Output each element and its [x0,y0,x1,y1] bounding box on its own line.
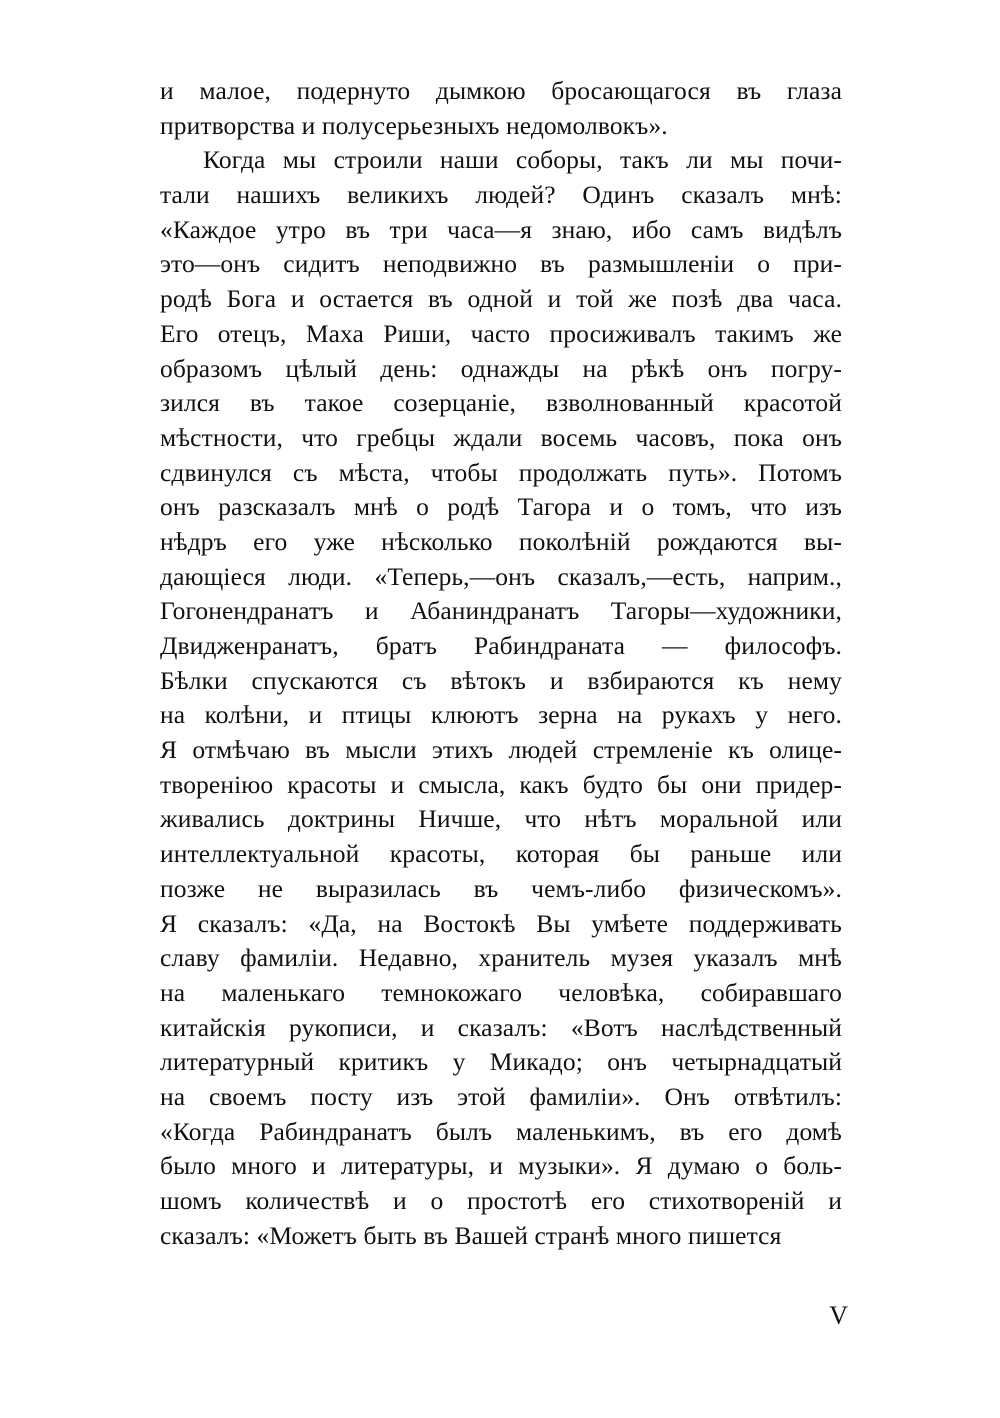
text-line-2: притворства и полусерьезныхъ недомолвокъ». [160,110,668,140]
text-line-28: китайскія рукописи, и сказалъ: «Вотъ наслѣдственный [160,1012,842,1042]
text-line-23: интеллектуальной красоты, которая бы раньше или [160,839,842,869]
text-line-13: онъ разсказалъ мнѣ о родѣ Тагора и о томъ, что изъ [160,492,842,522]
text-line-22: живались доктрины Ничше, что нѣтъ моральной или [160,804,842,834]
text-line-6: это—онъ сидитъ неподвижно въ размышленіи о при- [160,249,842,279]
body-text [160,74,842,1253]
text-line-19: на колѣни, и птицы клюютъ зерна на рукахъ у него. [160,700,842,730]
text-line-21: твореніюо красоты и смысла, какъ будто бы они придер- [160,769,842,799]
text-line-30: на своемъ посту изъ этой фамиліи». Онъ отвѣтилъ: [160,1081,842,1111]
text-line-25: Я сказалъ: «Да, на Востокѣ Вы умѣете поддерживать [160,908,842,938]
text-line-16: Гогонендранатъ и Абаниндранатъ Тагоры—художники, [160,596,842,626]
text-line-18: Бѣлки спускаются съ вѣтокъ и взбираются къ нему [160,665,842,695]
text-line-15: дающіеся люди. «Теперь,—онъ сказалъ,—есть, наприм., [160,561,842,591]
text-line-34: сказалъ: «Можетъ быть въ Вашей странѣ много пишется [160,1220,782,1250]
text-line-4: тали нашихъ великихъ людей? Одинъ сказалъ мнѣ: [160,180,842,210]
text-line-5: «Каждое утро въ три часа—я знаю, ибо самъ видѣлъ [160,214,842,244]
text-line-14: нѣдръ его уже нѣсколько поколѣній рождаются вы- [160,526,842,556]
text-line-1: и малое, подернуто дымкою бросающагося въ глаза [160,76,842,105]
text-line-29: литературный критикъ у Микадо; онъ четырнадцатый [160,1047,842,1077]
text-line-26: славу фамиліи. Недавно, хранитель музея указалъ мнѣ [160,943,842,973]
text-line-8: Его отецъ, Маха Риши, часто просиживалъ такимъ же [160,318,842,348]
text-line-11: мѣстности, что гребцы ждали восемь часовъ, пока онъ [160,422,842,452]
text-line-24: позже не выразилась въ чемъ-либо физическомъ». [160,873,842,903]
text-line-33: шомъ количествѣ и о простотѣ его стихотвореній и [160,1186,842,1215]
page-number: V [829,1301,848,1330]
text-line-9: образомъ цѣлый день: однажды на рѣкѣ онъ погру- [160,353,842,383]
text-line-10: зился въ такое созерцаніе, взволнованный красотой [160,388,842,418]
text-line-27: на маленькаго темнокожаго человѣка, собиравшаго [160,977,842,1007]
text-line-3: Когда мы строили наши соборы, такъ ли мы почи- [203,145,842,175]
text-line-32: было много и литературы, и музыки». Я думаю о боль- [160,1151,842,1181]
text-line-31: «Когда Рабиндранатъ былъ маленькимъ, въ его домѣ [160,1116,842,1146]
text-line-20: Я отмѣчаю въ мысли этихъ людей стремленіе къ олице- [160,735,842,765]
text-line-17: Двидженранатъ, братъ Рабиндраната — философъ. [160,631,842,660]
text-line-12: сдвинулся съ мѣста, чтобы продолжать путь». Потомъ [160,457,842,487]
text-line-7: родѣ Бога и остается въ одной и той же позѣ два часа. [160,284,842,314]
